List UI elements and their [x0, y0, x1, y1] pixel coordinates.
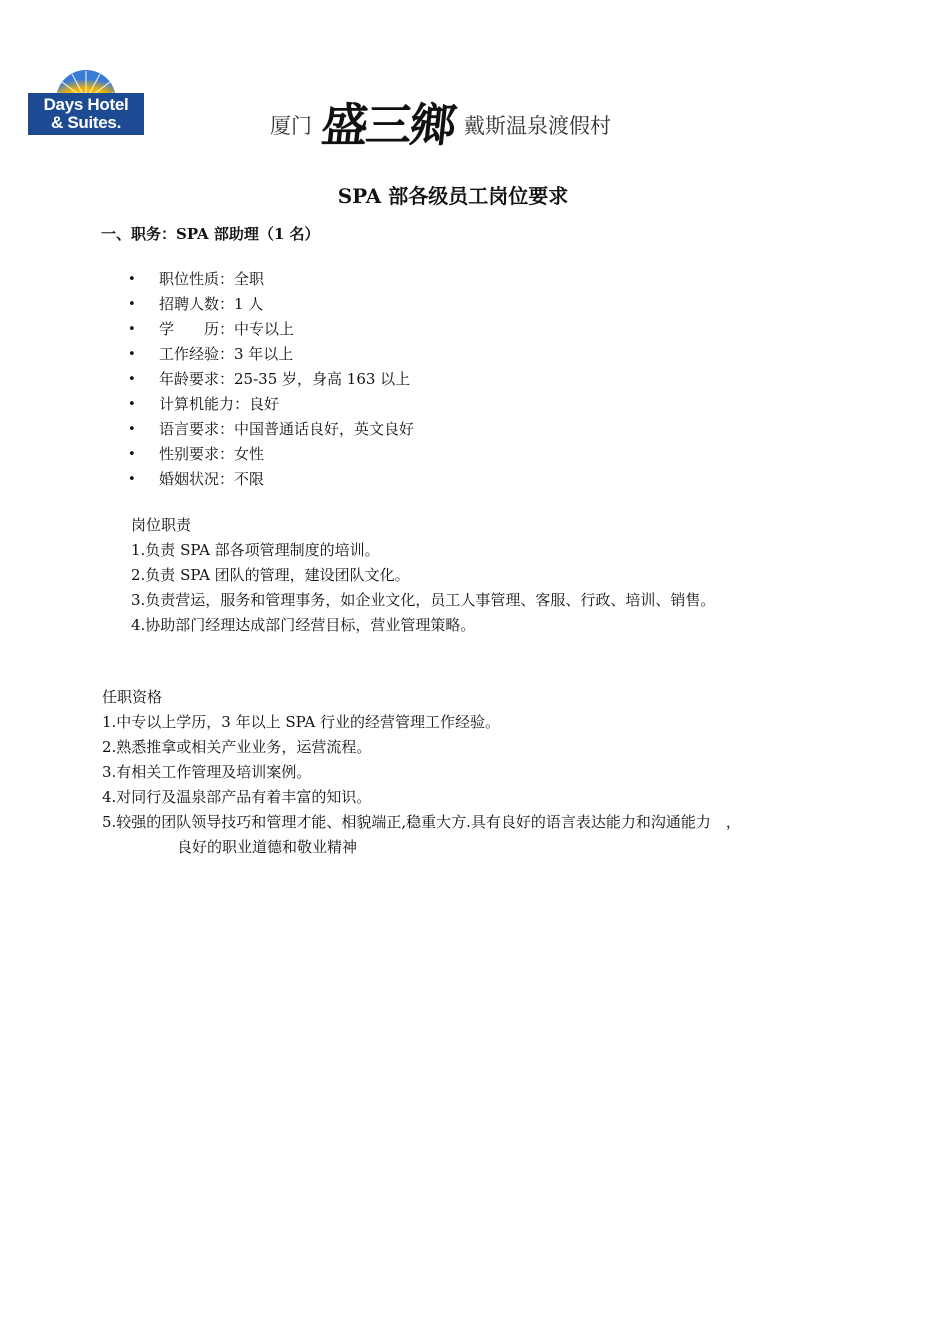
qualification-item: 4.对同行及温泉部产品有着丰富的知识。 [102, 788, 372, 806]
duty-item: 3.负责营运，服务和管理事务，如企业文化，员工人事管理、客服、行政、培训、销售。 [131, 591, 716, 609]
qualification-continuation: 良好的职业道德和敬业精神 [177, 838, 358, 856]
list-item: • 工作经验：3 年以上 [128, 342, 414, 367]
duty-item: 4.协助部门经理达成部门经营目标，营业管理策略。 [131, 616, 476, 634]
position-facts-list [128, 267, 414, 492]
list-item: • 性别要求：女性 [128, 442, 414, 467]
qualification-item: 1.中专以上学历，3 年以上 SPA 行业的经营管理工作经验。 [102, 713, 500, 731]
list-item: • 职位性质：全职 [128, 267, 414, 292]
city-name: 厦门 [270, 113, 312, 138]
list-item: • 年龄要求：25-35 岁，身高 163 以上 [128, 367, 414, 392]
qualification-item: 2.熟悉推拿或相关产业业务，运营流程。 [102, 738, 372, 756]
list-item: • 婚姻状况：不限 [128, 467, 414, 492]
list-item: • 招聘人数：1 人 [128, 292, 414, 317]
qualification-item: 3.有相关工作管理及培训案例。 [102, 763, 312, 781]
brush-calligraphy-name: 盛三鄉 [319, 97, 457, 152]
days-hotel-logo [28, 55, 144, 135]
list-item: • 语言要求：中国普通话良好，英文良好 [128, 417, 414, 442]
logo-line-2: & Suites. [50, 113, 122, 132]
qualifications-block [102, 685, 741, 860]
resort-title [270, 92, 611, 157]
qualifications-heading: 任职资格 [102, 688, 163, 706]
list-item: • 计算机能力：良好 [128, 392, 414, 417]
list-item: • 学 历：中专以上 [128, 317, 414, 342]
duties-block [131, 513, 715, 638]
qualification-item: 5.较强的团队领导技巧和管理才能、相貌端正,稳重大方.具有良好的语言表达能力和沟通能力 ， [102, 813, 741, 831]
logo-wordmark [28, 93, 144, 135]
duty-item: 2.负责 SPA 团队的管理，建设团队文化。 [131, 566, 410, 584]
resort-name: 戴斯温泉渡假村 [464, 113, 611, 138]
duties-heading: 岗位职责 [131, 516, 192, 534]
duty-item: 1.负责 SPA 部各项管理制度的培训。 [131, 541, 380, 559]
logo-line-1: Days Hotel [43, 95, 129, 114]
document-title: SPA 部各级员工岗位要求 [337, 184, 569, 208]
position-heading: 一、职务：SPA 部助理（1 名） [101, 225, 320, 243]
